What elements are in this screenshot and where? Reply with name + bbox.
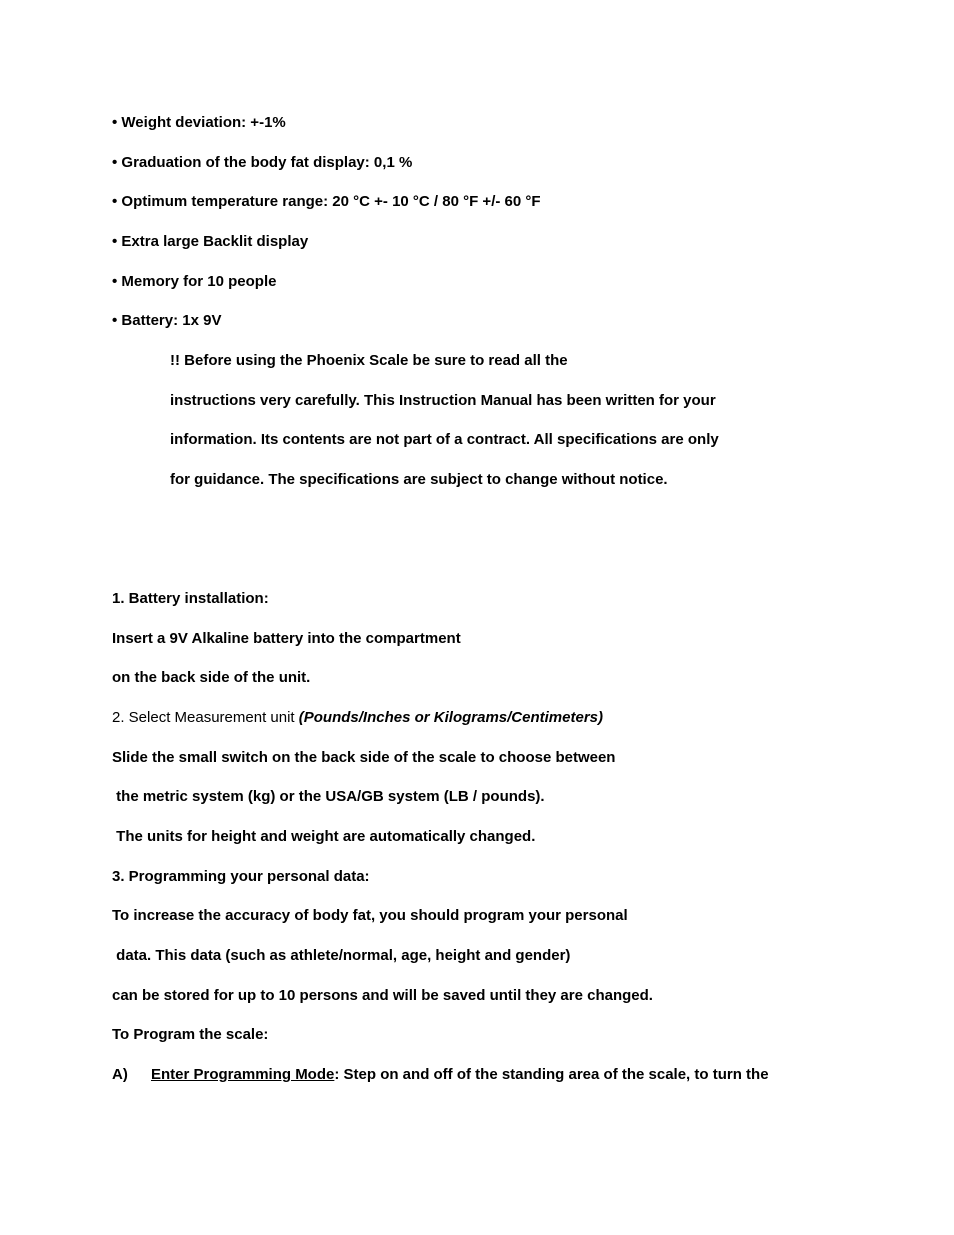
section3-line-4: To Program the scale: <box>112 1026 269 1043</box>
section1-line-2: on the back side of the unit. <box>112 669 311 686</box>
step-a-marker: A) <box>112 1066 128 1083</box>
section2-line-1: Slide the small switch on the back side of the scale to choose between <box>112 749 616 766</box>
step-a-title: Enter Programming Mode <box>151 1066 335 1083</box>
spec-backlit-display: • Extra large Backlit display <box>112 233 309 250</box>
section1-heading: 1. Battery installation: <box>112 590 269 607</box>
section2-heading-units: (Pounds/Inches or Kilograms/Centimeters) <box>298 709 603 726</box>
notice-line-2: instructions very carefully. This Instruction Manual has been written for your <box>170 392 716 409</box>
section2-line-3: The units for height and weight are automatically changed. <box>112 828 536 845</box>
step-a-text: : Step on and off of the standing area of the scale, to turn the <box>334 1066 769 1083</box>
notice-line-1: !! Before using the Phoenix Scale be sure to read all the <box>170 352 568 369</box>
spec-temperature-range: • Optimum temperature range: 20 °C +- 10 °C / 80 °F +/- 60 °F <box>112 193 541 210</box>
spec-memory: • Memory for 10 people <box>112 273 277 290</box>
notice-line-4: for guidance. The specifications are subject to change without notice. <box>170 471 668 488</box>
spec-weight-deviation: • Weight deviation: +-1% <box>112 114 286 131</box>
section2-line-2: the metric system (kg) or the USA/GB system (LB / pounds). <box>112 788 545 805</box>
section2-heading-prefix: 2. Select Measurement unit <box>112 709 299 726</box>
section2-heading <box>112 709 603 727</box>
section3-line-2: data. This data (such as athlete/normal, age, height and gender) <box>112 947 571 964</box>
section3-line-1: To increase the accuracy of body fat, you should program your personal <box>112 907 628 924</box>
section3-heading: 3. Programming your personal data: <box>112 868 370 885</box>
step-a <box>112 1066 769 1084</box>
spec-battery: • Battery: 1x 9V <box>112 312 222 329</box>
section1-line-1: Insert a 9V Alkaline battery into the compartment <box>112 630 461 647</box>
section3-line-3: can be stored for up to 10 persons and will be saved until they are changed. <box>112 987 653 1004</box>
spec-body-fat-graduation: • Graduation of the body fat display: 0,1 % <box>112 154 413 171</box>
notice-line-3: information. Its contents are not part of a contract. All specifications are only <box>170 431 719 448</box>
